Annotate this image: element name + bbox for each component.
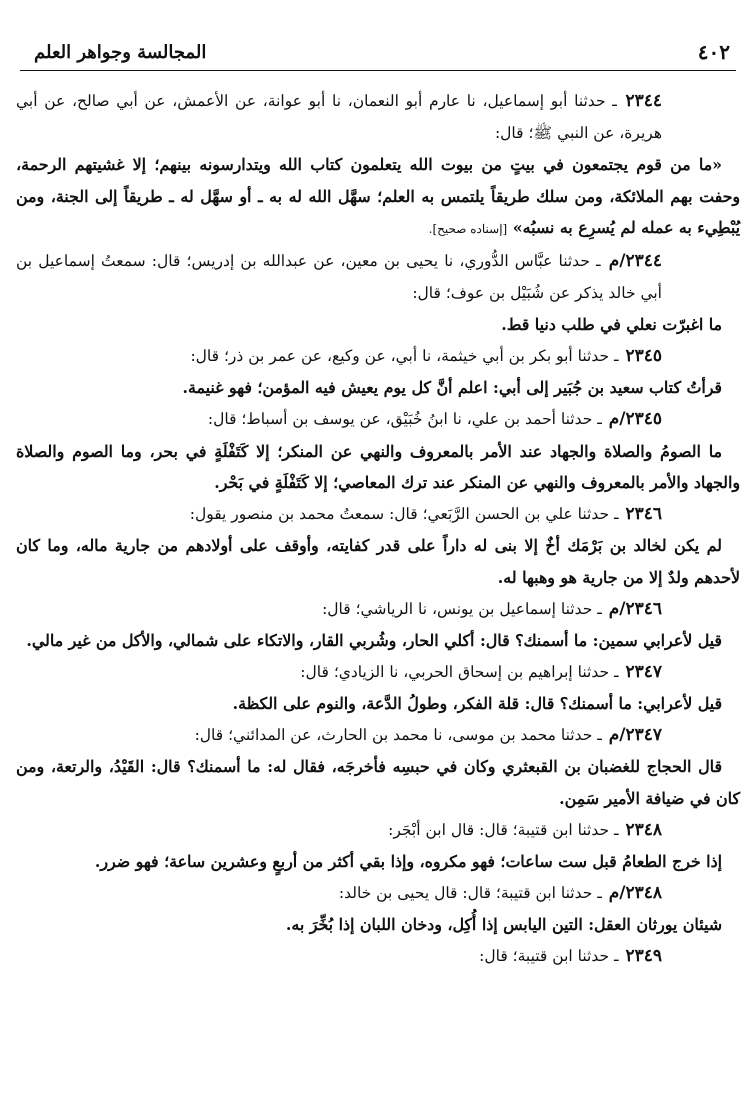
hadith-number: ٢٣٤٤/م bbox=[608, 250, 662, 271]
hadith-number: ٢٣٤٥/م bbox=[608, 408, 662, 429]
page-number: ٤٠٢ bbox=[697, 40, 730, 64]
isnad-text: ـ حدثنا إبراهيم بن إسحاق الحربي، نا الزيادي؛ قال: bbox=[300, 662, 619, 681]
page-header bbox=[20, 34, 736, 71]
hadith-chain bbox=[16, 499, 740, 531]
matn-text: «ما من قوم يجتمعون في بيتٍ من بيوت الله يتعلمون كتاب الله ويتدارسونه بينهم؛ إلا غشيتهم الرحمة، وحفت بهم الملائكة، ومن سلك طريقاً يلتمس به العلم؛ سهَّل الله له به ـ أو سهَّل له ـ طريقاً إلى الجنة، ومن يُبْطِيء به عمله لم يُسرِع به نسبُه» bbox=[16, 155, 740, 238]
isnad-text: ـ حدثنا أبو إسماعيل، نا عارم أبو النعمان، نا أبو عوانة، عن الأعمش، عن أبي صالح، عن أبي هريرة، عن النبي ﷺ؛ قال: bbox=[16, 92, 662, 142]
page-body bbox=[16, 86, 740, 973]
hadith-chain bbox=[16, 878, 740, 910]
hadith-chain bbox=[16, 720, 740, 752]
hadith-number: ٢٣٤٧ bbox=[625, 661, 662, 682]
hadith-text: إذا خرج الطعامُ قبل ست ساعات؛ فهو مكروه، وإذا بقي أكثر من أربعٍ وعشرين ساعة؛ فهو ضرر. bbox=[94, 852, 722, 872]
hadith-number: ٢٣٤٨ bbox=[625, 819, 662, 840]
hadith-chain bbox=[16, 86, 740, 149]
hadith-number: ٢٣٤٤ bbox=[625, 91, 662, 111]
hadith-number: ٢٣٤٥ bbox=[625, 345, 662, 366]
hadith-chain bbox=[16, 341, 740, 373]
hadith-chain bbox=[16, 941, 740, 973]
hadith-chain bbox=[16, 657, 740, 689]
isnad-text: ـ حدثنا عبَّاس الدُّوري، نا يحيى بن معين، عن عبدالله بن إدريس؛ قال: سمعتُ إسماعيل بن أبي خالد يذكر عن شُبَيْل بن عوف؛ قال: bbox=[16, 251, 662, 302]
hadith-text: قيل لأعرابي سمين: ما أسمنك؟ قال: أكلي الحار، وشُربي القار، والاتكاء على شمالي، والأكل من غير مالي. bbox=[26, 631, 722, 651]
grade-note: [إسناده صحيح]. bbox=[428, 222, 508, 237]
isnad-text: ـ حدثنا محمد بن موسى، نا محمد بن الحارث، عن المدائني؛ قال: bbox=[194, 725, 602, 744]
isnad-text: ـ حدثنا ابن قتيبة؛ قال: قال ابن أبْجَر: bbox=[388, 820, 619, 839]
hadith-number: ٢٣٤٧/م bbox=[608, 724, 662, 745]
isnad-text: ـ حدثنا ابن قتيبة؛ قال: bbox=[479, 947, 619, 966]
hadith-text: قال الحجاج للغضبان بن القبعثري وكان في حبسِه فأخرجَه، فقال له: ما أسمنك؟ قال: القَيْدُ، والرتعة، ومن كان في ضيافة الأمير سَمِن. bbox=[16, 757, 740, 809]
hadith-chain bbox=[16, 594, 740, 626]
hadith-text: ما الصومُ والصلاة والجهاد عند الأمر بالمعروف والنهي عن المنكر؛ إلا كَتَفْلَةٍ في بحر، وما الصوم والصلاة والجهاد والأمر بالمعروف والنهي عن المنكر عند ترك المعاصي؛ إلا كَتَفْلَةٍ في بَحْر. bbox=[16, 441, 740, 493]
hadith-number: ٢٣٤٦/م bbox=[608, 598, 662, 619]
running-title: المجالسة وجواهر العلم bbox=[34, 42, 207, 63]
isnad-text: ـ حدثنا ابن قتيبة؛ قال: قال يحيى بن خالد: bbox=[338, 883, 602, 902]
hadith-text: لم يكن لخالد بن بَرْمَك أخٌ إلا بنى له داراً على قدر كفايته، وأوقف على أولادهم من جارية ماله، وما كان لأحدهم ولدٌ إلا من جارية هو وهبها له. bbox=[16, 536, 740, 587]
hadith-chain bbox=[16, 246, 740, 309]
hadith-text: ما اغبرّت نعلي في طلب دنيا قط. bbox=[501, 315, 722, 335]
isnad-text: ـ حدثنا أبو بكر بن أبي خيثمة، نا أبي، عن وكيع، عن عمر بن ذر؛ قال: bbox=[190, 346, 619, 365]
hadith-text: شيئان يورثان العقل: التين اليابس إذا أُكِل، ودخان اللبان إذا بُخِّرَ به. bbox=[285, 915, 722, 935]
hadith-number: ٢٣٤٩ bbox=[625, 946, 662, 967]
hadith-text: قرأتُ كتاب سعيد بن جُبَير إلى أبي: اعلم أنَّ كل يوم يعيش فيه المؤمن؛ فهو غنيمة. bbox=[182, 378, 722, 398]
hadith-chain bbox=[16, 815, 740, 847]
isnad-text: ـ حدثنا إسماعيل بن يونس، نا الرياشي؛ قال: bbox=[322, 599, 602, 618]
hadith-number: ٢٣٤٨/م bbox=[608, 882, 662, 903]
isnad-text: ـ حدثنا علي بن الحسن الرَّبَعي؛ قال: سمعتُ محمد بن منصور يقول: bbox=[189, 504, 619, 523]
isnad-text: ـ حدثنا أحمد بن علي، نا ابنُ خُبَيْق، عن يوسف بن أسباط؛ قال: bbox=[207, 409, 602, 428]
hadith-number: ٢٣٤٦ bbox=[625, 503, 662, 524]
hadith-text: قيل لأعرابي: ما أسمنك؟ قال: قلة الفكر، وطولُ الدَّعة، والنوم على الكظة. bbox=[232, 694, 722, 714]
hadith-chain bbox=[16, 404, 740, 436]
hadith-text bbox=[16, 149, 740, 246]
